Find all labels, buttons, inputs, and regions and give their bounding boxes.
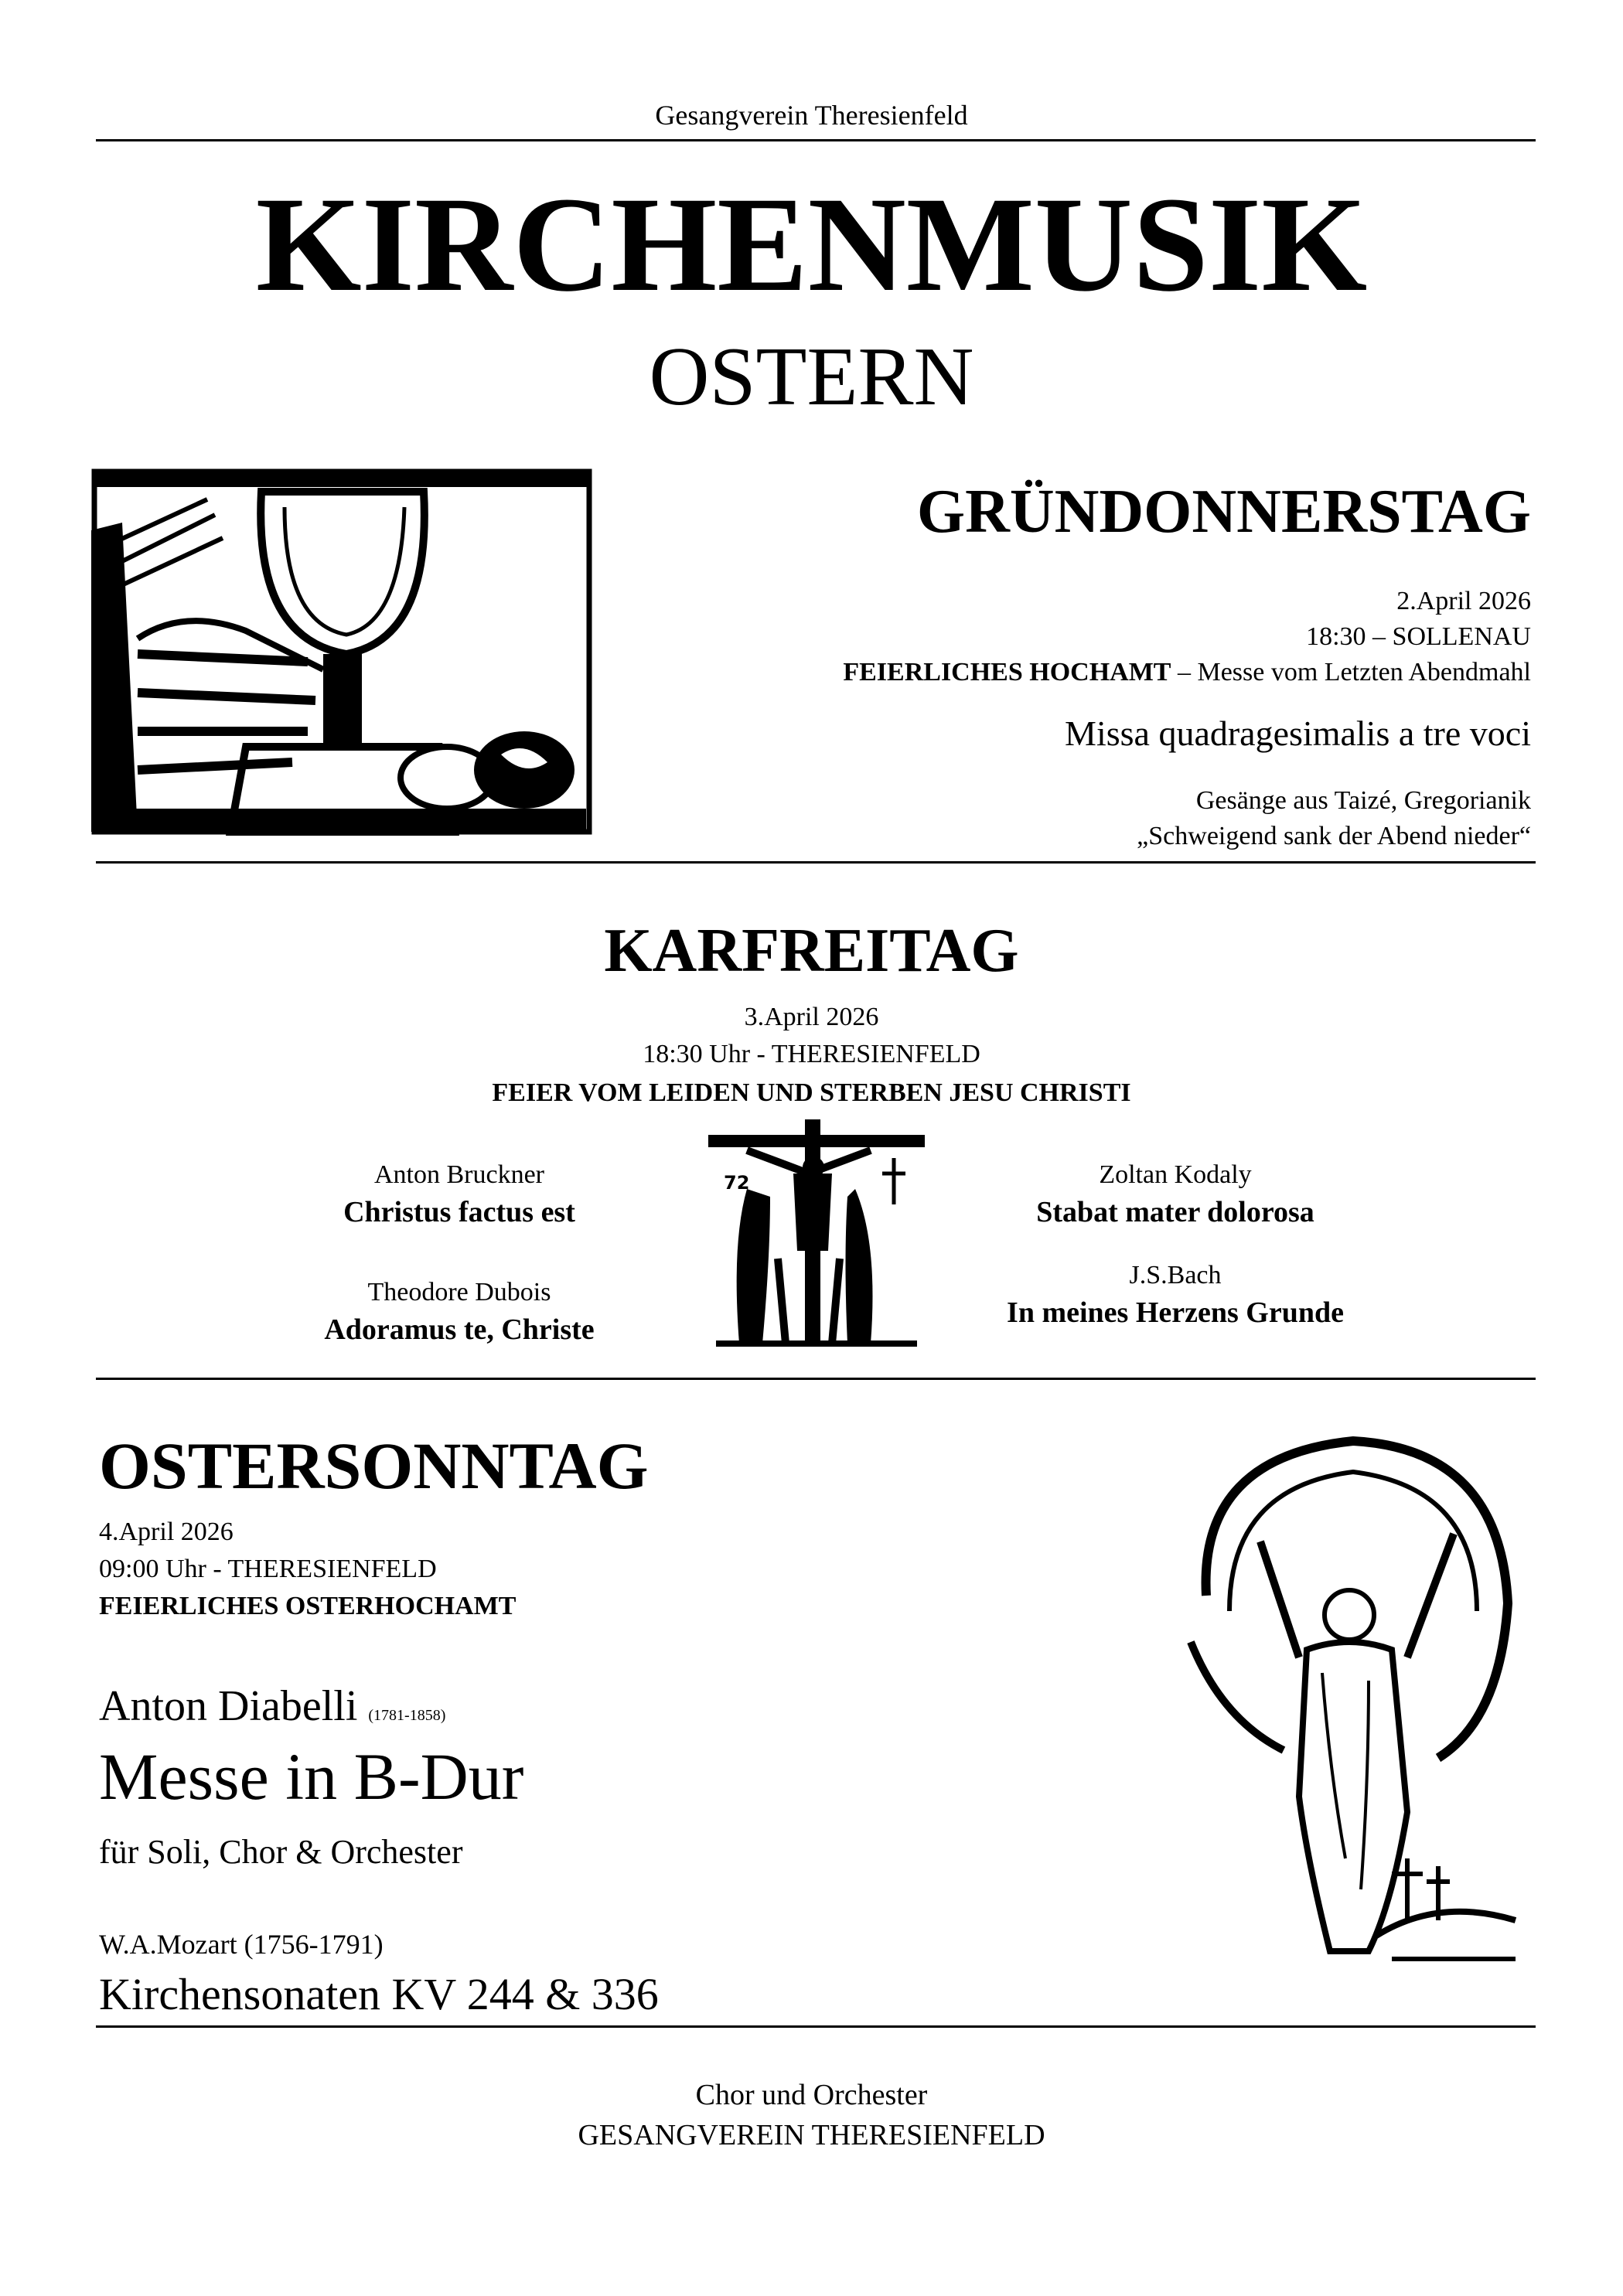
ostersonntag-work: Messe in B-Dur (99, 1739, 524, 1814)
risen-christ-sketch-icon (1175, 1426, 1531, 1982)
diabelli-line (99, 1681, 445, 1741)
work-title: Christus factus est (343, 1196, 575, 1228)
karfreitag-date: 3.April 2026 (744, 1003, 879, 1031)
chalice-bread-woodcut-icon (91, 468, 594, 835)
page-title: KIRCHENMUSIK (255, 169, 1368, 320)
section-rule-1 (96, 861, 1536, 864)
gruendonnerstag-song-quote: „Schweigend sank der Abend nieder“ (1137, 822, 1531, 850)
karfreitag-heading: KARFREITAG (604, 917, 1019, 985)
page-subtitle: OSTERN (649, 331, 974, 423)
ostersonntag-date: 4.April 2026 (99, 1518, 234, 1546)
composer-name: Anton Diabelli (99, 1682, 358, 1730)
gruendonnerstag-service (843, 657, 1531, 688)
ostersonntag-service: FEIERLICHES OSTERHOCHAMT (99, 1592, 517, 1620)
header-rule (96, 139, 1536, 141)
gruendonnerstag-songs: Gesänge aus Taizé, Gregorianik (1195, 786, 1531, 815)
mozart-composer: W.A.Mozart (1756-1791) (99, 1929, 384, 1960)
footer-line-1: Chor und Orchester (695, 2079, 928, 2111)
work-title: Stabat mater dolorosa (1036, 1196, 1314, 1228)
karfreitag-time-place: 18:30 Uhr - THERESIENFELD (643, 1040, 980, 1068)
work-composer: J.S.Bach (1129, 1261, 1222, 1289)
organization-name: Gesangverein Theresienfeld (655, 100, 968, 131)
karfreitag-service: FEIER VOM LEIDEN UND STERBEN JESU CHRISTI (492, 1078, 1131, 1107)
work-title: Adoramus te, Christe (324, 1313, 595, 1346)
gruendonnerstag-work: Missa quadragesimalis a tre voci (1065, 714, 1531, 753)
section-rule-3 (96, 2025, 1536, 2028)
work-composer: Theodore Dubois (367, 1278, 551, 1306)
svg-text:72: 72 (724, 1172, 750, 1194)
ostersonntag-heading: OSTERSONNTAG (99, 1429, 649, 1503)
service-rest: – Messe vom Letzten Abendmahl (1171, 658, 1531, 686)
ostersonntag-scoring: für Soli, Chor & Orchester (99, 1833, 463, 1871)
composer-years: (1781-1858) (368, 1707, 446, 1724)
work-composer: Anton Bruckner (373, 1160, 544, 1189)
ostersonntag-time-place: 09:00 Uhr - THERESIENFELD (99, 1555, 437, 1583)
work-composer: Zoltan Kodaly (1099, 1160, 1252, 1189)
service-bold: FEIERLICHES HOCHAMT (843, 658, 1171, 686)
crucifixion-woodcut-icon (701, 1119, 933, 1351)
gruendonnerstag-time-place: 18:30 – SOLLENAU (1306, 622, 1531, 651)
mozart-work: Kirchensonaten KV 244 & 336 (99, 1969, 659, 2019)
gruendonnerstag-heading: GRÜNDONNERSTAG (916, 478, 1531, 546)
footer-line-2: GESANGVEREIN THERESIENFELD (578, 2119, 1045, 2151)
section-rule-2 (96, 1378, 1536, 1380)
work-title: In meines Herzens Grunde (1007, 1296, 1344, 1329)
gruendonnerstag-date: 2.April 2026 (1396, 587, 1531, 615)
